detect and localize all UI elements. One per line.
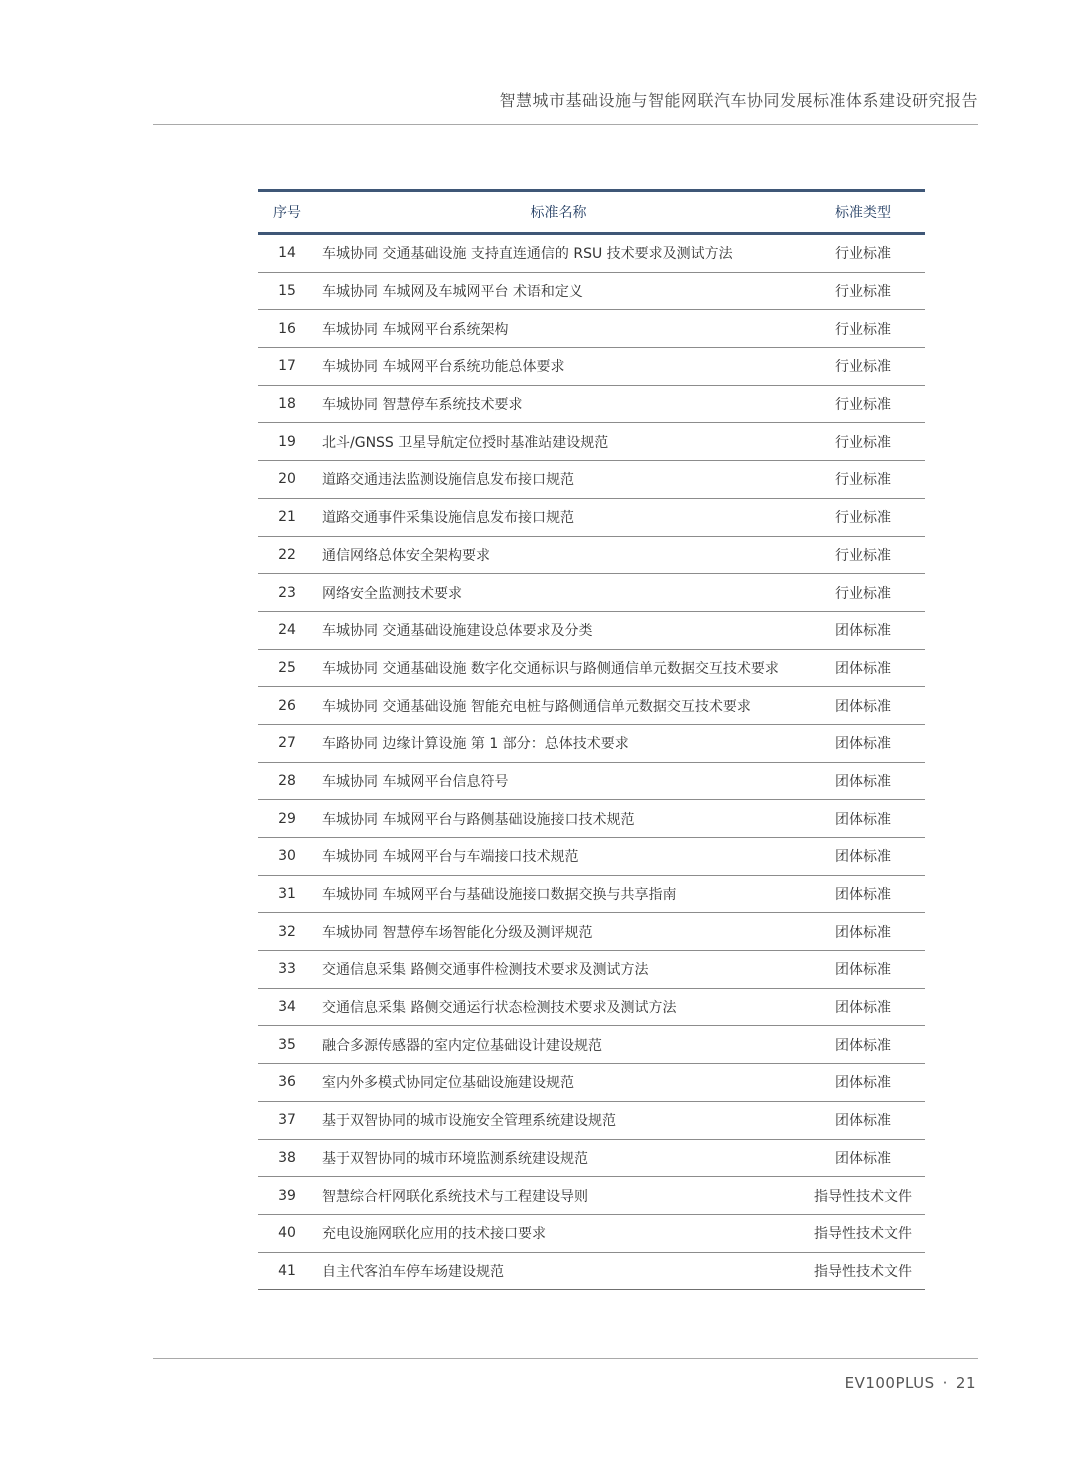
standard-name-cell: 车城协同 交通基础设施 智能充电桩与路侧通信单元数据交互技术要求: [316, 687, 801, 725]
standard-type-cell: 团体标准: [801, 1064, 925, 1102]
table-row: [258, 1252, 925, 1290]
standard-type-cell: 团体标准: [801, 611, 925, 649]
standard-name-cell: 通信网络总体安全架构要求: [316, 536, 801, 574]
row-number-cell: 21: [258, 498, 316, 536]
standard-type-cell: 团体标准: [801, 913, 925, 951]
table-row: [258, 913, 925, 951]
row-number-cell: 19: [258, 423, 316, 461]
standard-name-cell: 道路交通事件采集设施信息发布接口规范: [316, 498, 801, 536]
row-number-cell: 15: [258, 272, 316, 310]
standard-name-cell: 室内外多模式协同定位基础设施建设规范: [316, 1064, 801, 1102]
table-row: [258, 498, 925, 536]
standard-type-cell: 团体标准: [801, 762, 925, 800]
table-row: [258, 234, 925, 273]
table-row: [258, 838, 925, 876]
standard-name-cell: 车城协同 智慧停车系统技术要求: [316, 385, 801, 423]
page-footer: [845, 1374, 976, 1392]
row-number-cell: 26: [258, 687, 316, 725]
standard-type-cell: 团体标准: [801, 1139, 925, 1177]
table-row: [258, 348, 925, 386]
table-row: [258, 800, 925, 838]
standard-name-cell: 基于双智协同的城市环境监测系统建设规范: [316, 1139, 801, 1177]
row-number-cell: 30: [258, 838, 316, 876]
standard-type-cell: 行业标准: [801, 423, 925, 461]
table-row: [258, 461, 925, 499]
table-row: [258, 951, 925, 989]
standard-name-cell: 北斗/GNSS 卫星导航定位授时基准站建设规范: [316, 423, 801, 461]
standard-type-cell: 团体标准: [801, 838, 925, 876]
table-row: [258, 310, 925, 348]
table-row: [258, 724, 925, 762]
standard-name-cell: 融合多源传感器的室内定位基础设计建设规范: [316, 1026, 801, 1064]
standard-name-cell: 自主代客泊车停车场建设规范: [316, 1252, 801, 1290]
table-body: [258, 234, 925, 1290]
table-row: [258, 687, 925, 725]
standard-name-cell: 车城协同 交通基础设施 支持直连通信的 RSU 技术要求及测试方法: [316, 234, 801, 273]
row-number-cell: 27: [258, 724, 316, 762]
footer-separator: ·: [942, 1374, 948, 1392]
table-row: [258, 649, 925, 687]
row-number-cell: 25: [258, 649, 316, 687]
row-number-cell: 16: [258, 310, 316, 348]
table-row: [258, 423, 925, 461]
standard-type-cell: 行业标准: [801, 310, 925, 348]
row-number-cell: 28: [258, 762, 316, 800]
row-number-cell: 40: [258, 1214, 316, 1252]
standard-type-cell: 行业标准: [801, 272, 925, 310]
standard-type-cell: 团体标准: [801, 1026, 925, 1064]
row-number-cell: 29: [258, 800, 316, 838]
table-row: [258, 1101, 925, 1139]
row-number-cell: 22: [258, 536, 316, 574]
standard-name-cell: 车城协同 车城网平台系统功能总体要求: [316, 348, 801, 386]
standard-type-cell: 行业标准: [801, 574, 925, 612]
standard-name-cell: 车城协同 智慧停车场智能化分级及测评规范: [316, 913, 801, 951]
row-number-cell: 33: [258, 951, 316, 989]
row-number-cell: 37: [258, 1101, 316, 1139]
footer-divider: [153, 1358, 978, 1359]
standard-name-cell: 车城协同 交通基础设施建设总体要求及分类: [316, 611, 801, 649]
column-header-type: 标准类型: [835, 205, 891, 221]
row-number-cell: 34: [258, 988, 316, 1026]
footer-brand: EV100PLUS: [844, 1374, 935, 1392]
row-number-cell: 32: [258, 913, 316, 951]
standard-name-cell: 道路交通违法监测设施信息发布接口规范: [316, 461, 801, 499]
standard-name-cell: 车城协同 车城网平台信息符号: [316, 762, 801, 800]
standard-type-cell: 团体标准: [801, 951, 925, 989]
column-header-name: 标准名称: [530, 205, 587, 221]
standard-type-cell: 团体标准: [801, 988, 925, 1026]
row-number-cell: 39: [258, 1177, 316, 1215]
row-number-cell: 35: [258, 1026, 316, 1064]
standard-type-cell: 团体标准: [801, 1101, 925, 1139]
header-divider: [153, 124, 978, 125]
standard-name-cell: 充电设施网联化应用的技术接口要求: [316, 1214, 801, 1252]
row-number-cell: 24: [258, 611, 316, 649]
table-header-row: [258, 191, 925, 234]
standard-name-cell: 网络安全监测技术要求: [316, 574, 801, 612]
table-row: [258, 536, 925, 574]
standard-name-cell: 车城协同 车城网平台与车端接口技术规范: [316, 838, 801, 876]
table-row: [258, 385, 925, 423]
standard-name-cell: 车城协同 车城网及车城网平台 术语和定义: [316, 272, 801, 310]
row-number-cell: 36: [258, 1064, 316, 1102]
standard-name-cell: 智慧综合杆网联化系统技术与工程建设导则: [316, 1177, 801, 1215]
table-row: [258, 762, 925, 800]
standard-type-cell: 团体标准: [801, 649, 925, 687]
column-header-number: 序号: [273, 205, 301, 221]
row-number-cell: 20: [258, 461, 316, 499]
row-number-cell: 18: [258, 385, 316, 423]
standard-name-cell: 车城协同 交通基础设施 数字化交通标识与路侧通信单元数据交互技术要求: [316, 649, 801, 687]
row-number-cell: 41: [258, 1252, 316, 1290]
standard-type-cell: 行业标准: [801, 536, 925, 574]
table-row: [258, 988, 925, 1026]
standard-name-cell: 基于双智协同的城市设施安全管理系统建设规范: [316, 1101, 801, 1139]
standards-table: [258, 189, 925, 1290]
standard-type-cell: 指导性技术文件: [801, 1214, 925, 1252]
page-number: 21: [955, 1374, 976, 1392]
table-row: [258, 574, 925, 612]
standard-type-cell: 行业标准: [801, 234, 925, 273]
row-number-cell: 31: [258, 875, 316, 913]
table-row: [258, 1177, 925, 1215]
table-row: [258, 1026, 925, 1064]
table-row: [258, 272, 925, 310]
standard-type-cell: 团体标准: [801, 724, 925, 762]
table-header: [258, 191, 925, 234]
row-number-cell: 23: [258, 574, 316, 612]
table-row: [258, 611, 925, 649]
standard-type-cell: 团体标准: [801, 687, 925, 725]
standard-name-cell: 车城协同 车城网平台系统架构: [316, 310, 801, 348]
standard-name-cell: 车城协同 车城网平台与基础设施接口数据交换与共享指南: [316, 875, 801, 913]
standard-type-cell: 行业标准: [801, 385, 925, 423]
standard-type-cell: 行业标准: [801, 498, 925, 536]
standard-name-cell: 交通信息采集 路侧交通运行状态检测技术要求及测试方法: [316, 988, 801, 1026]
standard-type-cell: 指导性技术文件: [801, 1252, 925, 1290]
table-row: [258, 1214, 925, 1252]
page-header-title: 智慧城市基础设施与智能网联汽车协同发展标准体系建设研究报告: [499, 91, 978, 110]
standard-type-cell: 团体标准: [801, 800, 925, 838]
standard-name-cell: 车路协同 边缘计算设施 第 1 部分：总体技术要求: [316, 724, 801, 762]
row-number-cell: 17: [258, 348, 316, 386]
standard-type-cell: 团体标准: [801, 875, 925, 913]
table-row: [258, 875, 925, 913]
standard-name-cell: 车城协同 车城网平台与路侧基础设施接口技术规范: [316, 800, 801, 838]
table-row: [258, 1064, 925, 1102]
standard-type-cell: 指导性技术文件: [801, 1177, 925, 1215]
standard-name-cell: 交通信息采集 路侧交通事件检测技术要求及测试方法: [316, 951, 801, 989]
row-number-cell: 38: [258, 1139, 316, 1177]
standard-type-cell: 行业标准: [801, 348, 925, 386]
row-number-cell: 14: [258, 234, 316, 273]
standard-type-cell: 行业标准: [801, 461, 925, 499]
table-row: [258, 1139, 925, 1177]
